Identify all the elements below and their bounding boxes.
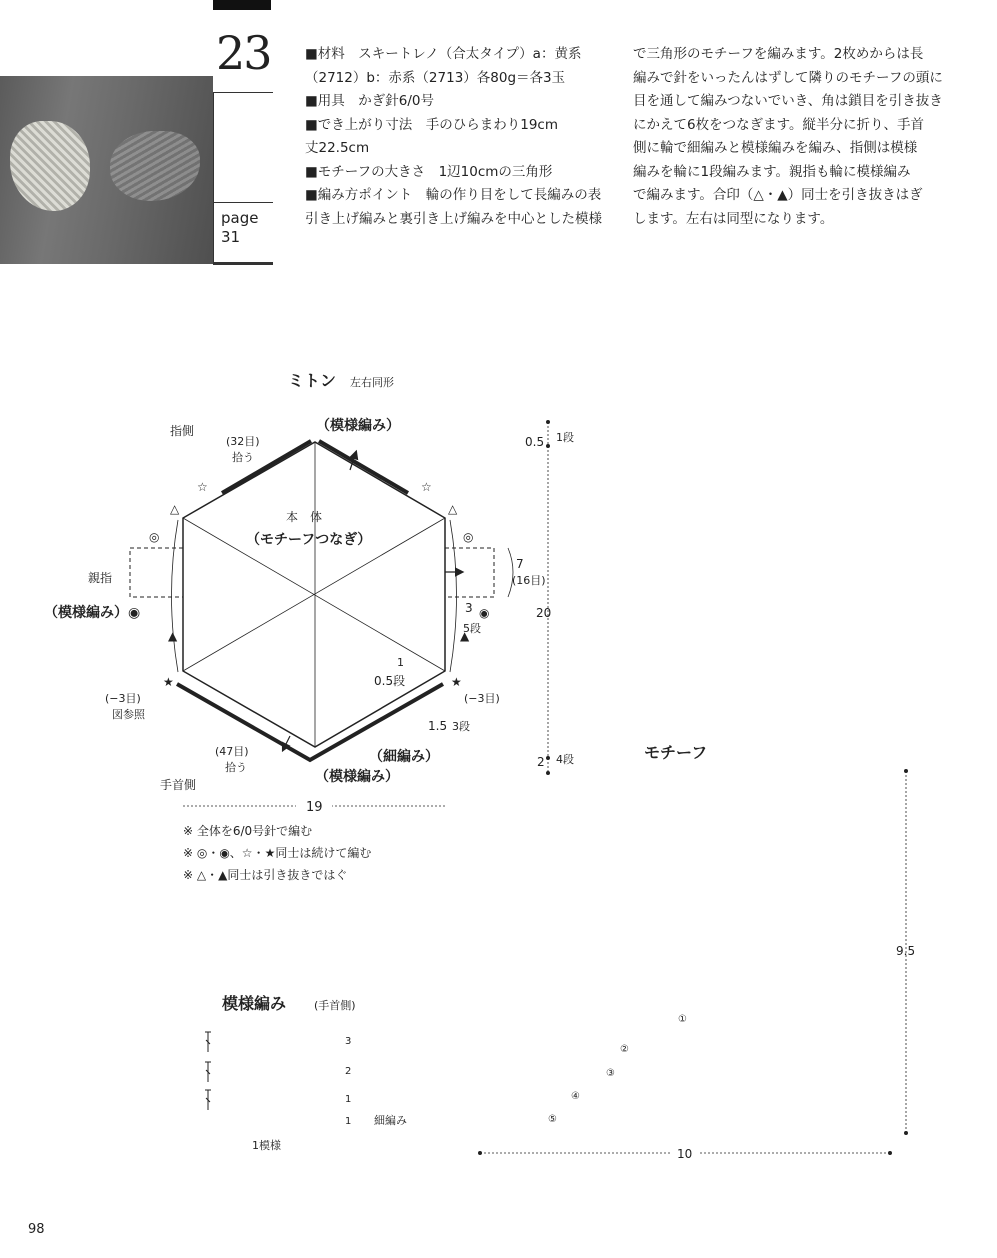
double-circle-marker: ◎ bbox=[149, 530, 160, 544]
instructions-text-line: 側に輪で細編みと模様編みを編み、指側は模様 bbox=[633, 140, 918, 156]
minus3-right: (−3目) bbox=[464, 692, 500, 705]
star-outline-marker: ☆ bbox=[197, 480, 208, 494]
double-circle-marker: ◎ bbox=[463, 530, 474, 544]
mitten-subtitle: 左右同形 bbox=[350, 376, 394, 389]
page-ref-number: 31 bbox=[221, 228, 241, 246]
row-label-1b: 1 bbox=[345, 1116, 352, 1127]
instructions-text-line: します。左右は同型になります。 bbox=[633, 210, 834, 227]
motif-title: モチーフ bbox=[644, 743, 708, 762]
wrist-side-label: 手首側 bbox=[160, 778, 197, 792]
length-line: 丈22.5cm bbox=[305, 140, 370, 156]
top-dim-1-row: 1段 bbox=[556, 431, 574, 444]
pick-47-label: (47目) bbox=[215, 745, 249, 758]
round-label-2: ② bbox=[620, 1044, 629, 1055]
triangle-filled-marker: ▲ bbox=[168, 629, 178, 643]
tools-line: ■用具 かぎ針6/0号 bbox=[305, 93, 434, 109]
motif-height-label: 9.5 bbox=[896, 944, 916, 958]
star-outline-marker: ☆ bbox=[421, 480, 432, 494]
page-number: 98 bbox=[28, 1222, 45, 1237]
mitten-title: ミトン bbox=[288, 371, 337, 390]
instructions-text-line: で編みます。合印（△・▲）同士を引き抜きはぎ bbox=[633, 187, 923, 203]
note-1: ※ 全体を6/0号針で編む bbox=[183, 824, 313, 838]
body-label: 本 体 bbox=[286, 510, 323, 524]
thumb-dim-16: (16目) bbox=[512, 574, 546, 587]
pick-32-label: (32目) bbox=[226, 435, 260, 448]
triangle-outline-marker: △ bbox=[170, 502, 180, 516]
finger-side-label: 指側 bbox=[170, 424, 195, 438]
top-pattern-label: （模様編み） bbox=[316, 418, 400, 434]
materials-line-2: （2712）b：赤系（2713）各80g＝各3玉 bbox=[305, 69, 566, 86]
points-line-2: 引き上げ編みと裏引き上げ編みを中心とした模様 bbox=[305, 210, 602, 227]
dim-15: 1.5 bbox=[428, 719, 448, 733]
row-label-2: 2 bbox=[345, 1066, 352, 1077]
thumb-dim-7: 7 bbox=[516, 557, 524, 571]
top-dim-05: 0.5 bbox=[525, 435, 545, 449]
instructions-text-line: 編みを輪に1段編みます。親指も輪に模様編み bbox=[633, 163, 911, 180]
round-label-5: ⑤ bbox=[548, 1114, 557, 1125]
materials-line: ■材料 スキートレノ（合太タイプ）a：黄系 bbox=[305, 46, 582, 62]
points-line: ■編み方ポイント 輪の作り目をして長編みの表 bbox=[305, 187, 602, 203]
pick-label-top: 拾う bbox=[232, 451, 254, 464]
pattern-chart-title: 模様編み bbox=[222, 994, 287, 1013]
pick-label-bottom: 拾う bbox=[225, 761, 247, 774]
dim-15-rows: 3段 bbox=[452, 720, 470, 733]
height-dimension bbox=[547, 421, 550, 775]
thumb-pattern-label: （模様編み）◉ bbox=[44, 605, 141, 621]
round-label-3: ③ bbox=[606, 1068, 615, 1079]
triangle-filled-marker: ▲ bbox=[460, 629, 470, 643]
row-label-1a: 1 bbox=[345, 1094, 352, 1105]
body-sub-label: （モチーフつなぎ） bbox=[246, 532, 372, 548]
sc-row-label: 細編み bbox=[374, 1114, 407, 1127]
motif-size-line: ■モチーフの大きさ 1辺10cmの三角形 bbox=[305, 163, 553, 180]
sc-label: （細編み） bbox=[369, 749, 439, 765]
thumb-dim-5-rows: 5段 bbox=[463, 622, 481, 635]
filled-circle-marker: ◉ bbox=[479, 606, 490, 620]
page-label: page bbox=[221, 209, 259, 227]
thumb-label: 親指 bbox=[88, 571, 113, 585]
thumb-dim-bracket bbox=[508, 548, 513, 597]
dim-05-rows: 0.5段 bbox=[374, 674, 406, 688]
repeat-label: 1模様 bbox=[252, 1139, 281, 1152]
instructions-text-line: で三角形のモチーフを編みます。2枚めからは長 bbox=[633, 46, 924, 62]
thumb-dim-3: 3 bbox=[465, 601, 473, 615]
pattern-chart-subtitle: (手首側) bbox=[314, 999, 356, 1012]
instructions-text-line: にかえて6枚をつなぎます。縦半分に折り、手首 bbox=[633, 116, 925, 133]
note-2: ※ ◎・◉、☆・★同士は続けて編む bbox=[183, 846, 372, 860]
height-dim-20: 20 bbox=[536, 606, 552, 620]
minus3-left: (−3目) bbox=[105, 692, 141, 705]
size-line: ■でき上がり寸法 手のひらまわり19cm bbox=[305, 116, 559, 133]
motif-width-label: 10 bbox=[677, 1147, 693, 1161]
star-filled-marker: ★ bbox=[163, 675, 174, 689]
note-3: ※ △・▲同士は引き抜きではぐ bbox=[183, 868, 348, 882]
bottom-pattern-label: （模様編み） bbox=[315, 769, 399, 785]
round-label-4: ④ bbox=[571, 1091, 580, 1102]
row-label-3: 3 bbox=[345, 1036, 352, 1047]
instructions-text-line: 編みで針をいったんはずして隣りのモチーフの頭に bbox=[633, 69, 943, 86]
triangle-outline-marker: △ bbox=[448, 502, 458, 516]
instructions-text-line: 目を通して編みつないでいき、角は鎖目を引き抜き bbox=[633, 93, 943, 109]
pattern-chart-symbols bbox=[205, 1032, 211, 1110]
see-figure-label: 図参照 bbox=[112, 708, 145, 721]
width-dim-19: 19 bbox=[306, 800, 323, 815]
pattern-number: 23 bbox=[216, 26, 271, 80]
star-filled-marker: ★ bbox=[451, 675, 462, 689]
round-label-1: ① bbox=[678, 1014, 687, 1025]
dim-row-1: 1 bbox=[397, 656, 404, 669]
bottom-dim-4-rows: 4段 bbox=[556, 753, 574, 766]
bottom-dim-2: 2 bbox=[537, 755, 545, 769]
mitten-hexagon bbox=[130, 441, 494, 760]
